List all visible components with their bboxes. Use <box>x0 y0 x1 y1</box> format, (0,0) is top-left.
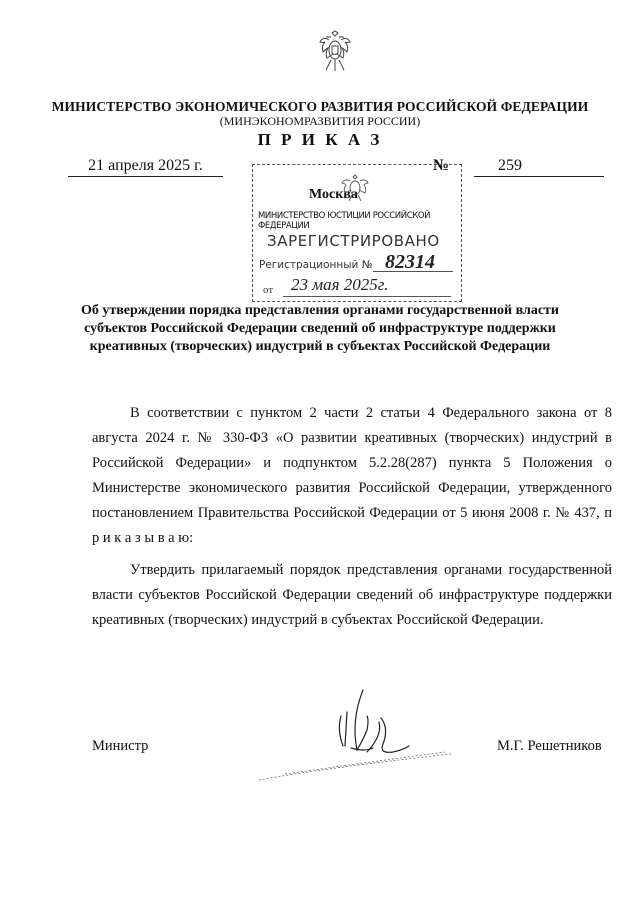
registration-stamp <box>252 164 462 302</box>
ministry-name: МИНИСТЕРСТВО ЭКОНОМИЧЕСКОГО РАЗВИТИЯ РОССИЙСКОЙ ФЕДЕРАЦИИ <box>51 99 589 114</box>
signatory-position: Министр <box>92 738 149 754</box>
stamp-status: ЗАРЕГИСТРИРОВАНО <box>267 232 440 250</box>
stamp-authority: МИНИСТЕРСТВО ЮСТИЦИИ РОССИЙСКОЙ ФЕДЕРАЦИИ <box>258 211 431 231</box>
stamp-city: Москва <box>309 187 358 202</box>
order-date: 21 апреля 2025 г. <box>68 157 223 177</box>
order-number: 259 <box>474 157 604 177</box>
stamp-reg-date: 23 мая 2025г. <box>291 275 389 294</box>
stamp-from-label: от <box>263 284 274 296</box>
order-number-label: № <box>433 157 450 174</box>
document-type: П Р И К А З <box>257 130 383 149</box>
stamp-reg-number: 82314 <box>385 251 435 273</box>
signatory-name: М.Г. Решетников <box>497 738 602 754</box>
body-paragraph-1: В соответствии с пунктом 2 части 2 статьи 4 Федерального закона от 8 августа 2024 г. № 330-ФЗ «О развитии креативных (творческих) индустрий в Российской Федерации» и подпунктом 5.2.28(287) пункта 5 Положения о Министерстве экономического развития Российской Федерации, утвержденного постановлением Правительства Российской Федерации от 5 июня 2008 г. № 437, п р и к а з ы в а ю: <box>92 405 612 546</box>
stamp-eagle-icon <box>339 171 371 203</box>
double-headed-eagle-emblem-icon <box>315 30 355 76</box>
stamp-date-underline <box>283 296 451 297</box>
ministry-short-name: (МИНЭКОНОМРАЗВИТИЯ РОССИИ) <box>219 114 421 128</box>
stamp-reg-label: Регистрационный № <box>259 259 373 271</box>
order-subject: Об утверждении порядка представления органами государственной власти субъектов Российской Федерации сведений об инфраструктуре поддержки креативных (творческих) индустрий в субъектах Российской Федерации <box>80 303 559 354</box>
handwritten-signature <box>255 682 455 782</box>
body-paragraph-2: Утвердить прилагаемый порядок представления органами государственной власти субъектов Российской Федерации сведений об инфраструктуре поддержки креативных (творческих) индустрий в субъектах Российской Федерации. <box>92 562 612 628</box>
